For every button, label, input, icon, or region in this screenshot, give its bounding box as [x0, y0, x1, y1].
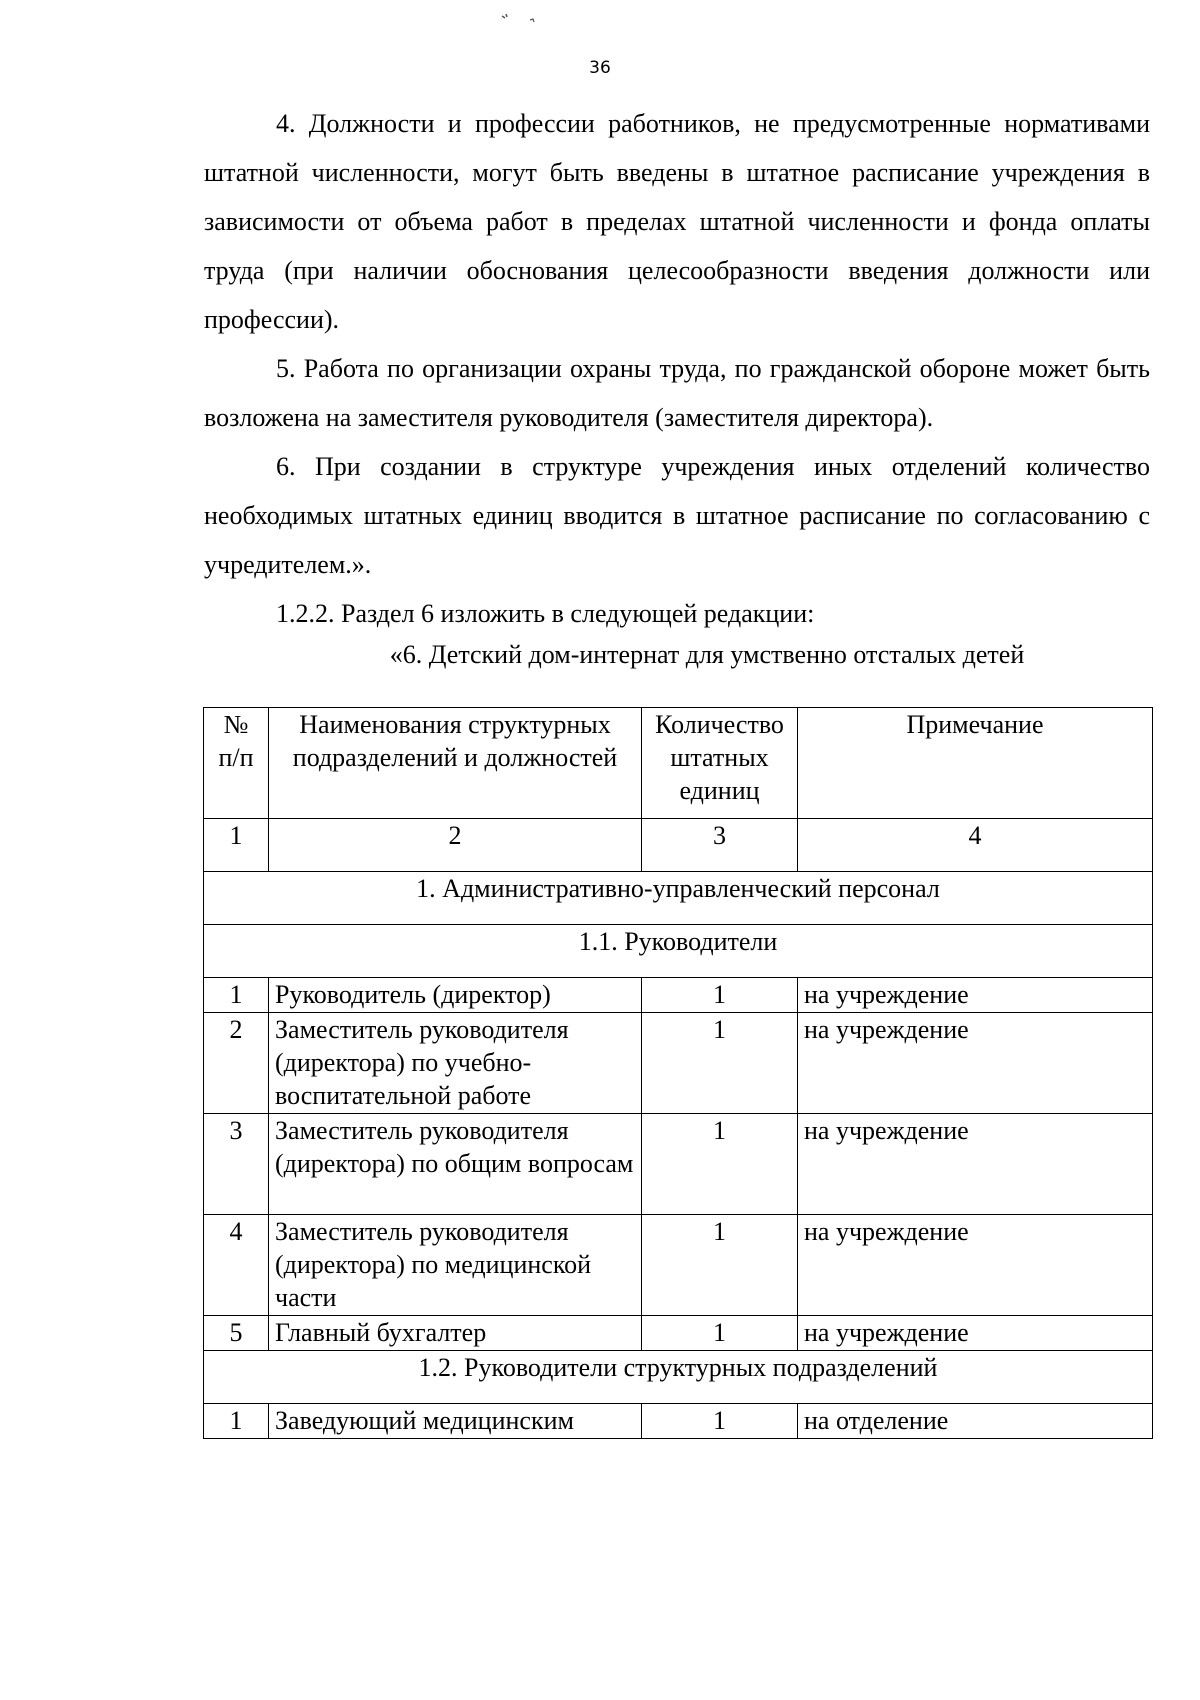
row-note: на учреждение — [798, 1215, 1153, 1316]
row-number: 1 — [204, 978, 269, 1013]
table-row — [204, 1404, 1153, 1439]
row-position-name: Заместитель руководителя (директора) по общим вопросам — [269, 1114, 642, 1215]
subsection-row — [204, 925, 1153, 978]
column-number-row — [204, 819, 1153, 872]
subsection-row — [204, 1351, 1153, 1404]
column-number: 4 — [798, 819, 1153, 872]
table-header-row — [204, 708, 1153, 819]
row-number: 2 — [204, 1013, 269, 1114]
row-note: на учреждение — [798, 1114, 1153, 1215]
table-row — [204, 1114, 1153, 1215]
header-count: Количество штатных единиц — [642, 708, 798, 819]
row-note: на отделение — [798, 1404, 1153, 1439]
row-note: на учреждение — [798, 1013, 1153, 1114]
row-position-name: Руководитель (директор) — [269, 978, 642, 1013]
row-position-name: Заместитель руководителя (директора) по медицинской части — [269, 1215, 642, 1316]
header-note: Примечание — [798, 708, 1153, 819]
page-number: 36 — [589, 58, 611, 78]
row-note: на учреждение — [798, 1316, 1153, 1351]
row-count: 1 — [642, 978, 798, 1013]
row-number: 4 — [204, 1215, 269, 1316]
paragraph-5: 5. Работа по организации охраны труда, по гражданской обороне может быть возложена на заместителя руководителя (заместителя директора). — [204, 354, 1150, 432]
row-number: 1 — [204, 1404, 269, 1439]
table-row — [204, 1013, 1153, 1114]
staffing-table — [203, 707, 1153, 1439]
header-number: № п/п — [204, 708, 269, 819]
row-note: на учреждение — [798, 978, 1153, 1013]
section-heading: 1. Административно-управленческий персонал — [204, 872, 1153, 925]
section-row — [204, 872, 1153, 925]
subsection-heading: 1.2. Руководители структурных подразделений — [204, 1351, 1153, 1404]
paragraph-6: 6. При создании в структуре учреждения иных отделений количество необходимых штатных единиц вводится в штатное расписание по согласованию с учредителем.». — [204, 452, 1150, 579]
row-count: 1 — [642, 1215, 798, 1316]
row-number: 3 — [204, 1114, 269, 1215]
column-number: 1 — [204, 819, 269, 872]
subsection-heading: 1.1. Руководители — [204, 925, 1153, 978]
row-position-name: Заведующий медицинским — [269, 1404, 642, 1439]
paragraph-4: 4. Должности и профессии работников, не предусмотренные нормативами штатной численности, могут быть введены в штатное расписание учреждения в зависимости от объема работ в пределах штатной численности и фонда оплаты труда (при наличии обоснования целесообразности введения должности или профессии). — [204, 109, 1150, 334]
row-count: 1 — [642, 1316, 798, 1351]
row-position-name: Главный бухгалтер — [269, 1316, 642, 1351]
table-title: «6. Детский дом-интернат для умственно отсталых детей — [389, 640, 1025, 669]
table-row — [204, 1316, 1153, 1351]
row-number: 5 — [204, 1316, 269, 1351]
paragraph-1-2-2: 1.2.2. Раздел 6 изложить в следующей редакции: — [276, 599, 815, 628]
table-row — [204, 978, 1153, 1013]
scan-artifact-mark — [500, 10, 550, 30]
column-number: 2 — [269, 819, 642, 872]
row-count: 1 — [642, 1114, 798, 1215]
table-row — [204, 1215, 1153, 1316]
body-text — [204, 99, 1150, 638]
header-name: Наименования структурных подразделений и должностей — [269, 708, 642, 819]
column-number: 3 — [642, 819, 798, 872]
row-position-name: Заместитель руководителя (директора) по учебно-воспитательной работе — [269, 1013, 642, 1114]
row-count: 1 — [642, 1404, 798, 1439]
row-count: 1 — [642, 1013, 798, 1114]
